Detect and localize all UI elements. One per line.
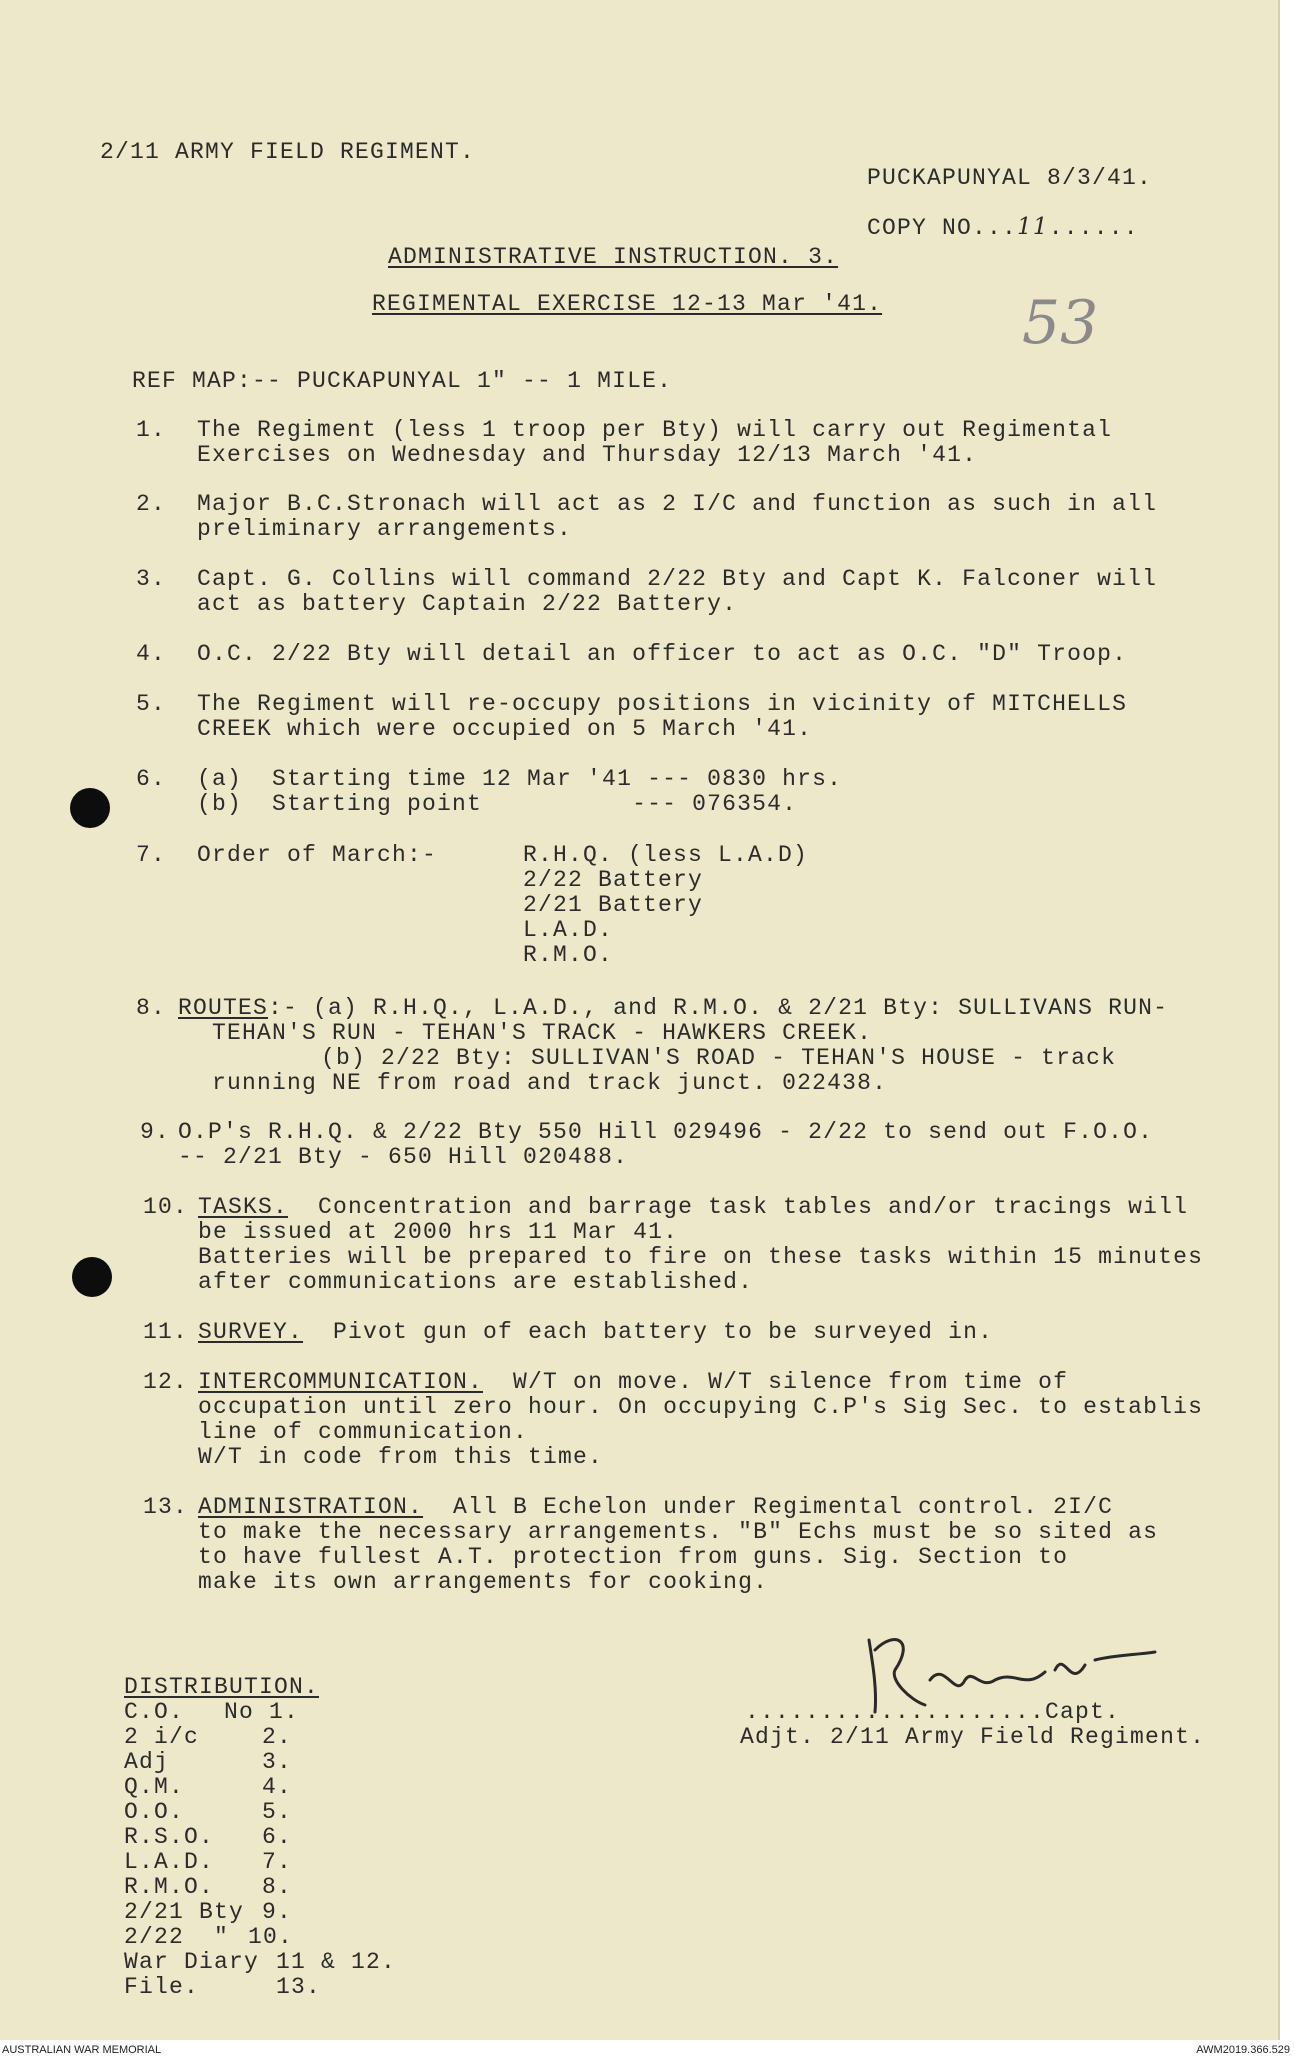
recipient: 2 i/c [124, 1724, 200, 1750]
copy-no: 6. [262, 1824, 293, 1850]
para-text: O.P's R.H.Q. & 2/22 Bty 550 Hill 029496 - 2/22 to send out F.O.O. [178, 1119, 1154, 1145]
tasks-line-1 [198, 1195, 1188, 1220]
para-number: 12. [143, 1369, 189, 1395]
distribution-heading: DISTRIBUTION. [124, 1674, 320, 1700]
para-text: Concentration and barrage task tables and/or tracings will [288, 1194, 1189, 1220]
para-text: All B Echelon under Regimental control. 2I/C [423, 1494, 1114, 1520]
recipient: O.O. [124, 1799, 185, 1825]
para-text: The Regiment (less 1 troop per Bty) will carry out Regimental [197, 417, 1113, 443]
recipient: 2/21 Bty [124, 1899, 245, 1925]
para-text: (b) Starting point --- 076354. [197, 791, 798, 817]
copy-no: 11 & 12. [276, 1949, 397, 1975]
copy-number-line [867, 215, 1139, 241]
para-number: 1. [136, 417, 167, 443]
para-number: 5. [136, 691, 167, 717]
para-number: 9. [140, 1119, 171, 1145]
para-text: Batteries will be prepared to fire on these tasks within 15 minutes [198, 1244, 1204, 1270]
recipient: R.S.O. [124, 1824, 215, 1850]
para-text: Capt. G. Collins will command 2/22 Bty and Capt K. Falconer will [197, 566, 1158, 592]
para-text: :- (a) R.H.Q., L.A.D., and R.M.O. & 2/21 Bty: SULLIVANS RUN- [268, 995, 1169, 1021]
para-text: preliminary arrangements. [197, 516, 573, 542]
copy-suffix: ...... [1048, 215, 1139, 241]
para-text: to make the necessary arrangements. "B" Echs must be so sited as [198, 1519, 1159, 1545]
punch-hole-bottom [72, 1257, 112, 1297]
recipient: War Diary [124, 1949, 260, 1975]
para-text: W/T in code from this time. [198, 1444, 604, 1470]
para-text: be issued at 2000 hrs 11 Mar 41. [198, 1219, 679, 1245]
copy-no: 9. [262, 1899, 293, 1925]
survey-heading: SURVEY. [198, 1319, 304, 1345]
copy-prefix: COPY NO... [867, 215, 1018, 241]
admin-heading: ADMINISTRATION. [198, 1494, 424, 1520]
para-number: 2. [136, 491, 167, 517]
para-text: Major B.C.Stronach will act as 2 I/C and function as such in all [197, 491, 1158, 517]
intercomm-heading: INTERCOMMUNICATION. [198, 1369, 484, 1395]
para-text: line of communication. [198, 1419, 529, 1445]
copy-number: 11 [1017, 214, 1049, 240]
order-of-march-label: Order of March:- [197, 842, 438, 868]
recipient: Adj [124, 1749, 170, 1775]
recipient: Q.M. [124, 1774, 185, 1800]
para-text: Pivot gun of each battery to be surveyed in. [303, 1319, 994, 1345]
para-text: (a) Starting time 12 Mar '41 --- 0830 hrs. [197, 766, 843, 792]
admin-line-1 [198, 1495, 1113, 1520]
punch-hole-top [70, 788, 110, 828]
routes-heading: ROUTES [178, 995, 269, 1021]
march-item: L.A.D. [523, 917, 614, 943]
copy-no: 10. [248, 1924, 294, 1950]
recipient: R.M.O. [124, 1874, 215, 1900]
routes-line-1 [178, 996, 1168, 1021]
para-text: Exercises on Wednesday and Thursday 12/13 March '41. [197, 442, 978, 468]
para-text: make its own arrangements for cooking. [198, 1569, 769, 1595]
survey-line [198, 1320, 993, 1345]
para-text: -- 2/21 Bty - 650 Hill 020488. [178, 1144, 629, 1170]
recipient: C.O. [124, 1699, 185, 1725]
footer-right-label: AWM2019.366.529 [1196, 2044, 1290, 2056]
para-number: 3. [136, 566, 167, 592]
unit-heading: 2/11 ARMY FIELD REGIMENT. [100, 139, 476, 165]
para-text: to have fullest A.T. protection from guns. Sig. Section to [198, 1544, 1069, 1570]
para-text: O.C. 2/22 Bty will detail an officer to act as O.C. "D" Troop. [197, 641, 1128, 667]
para-number: 4. [136, 641, 167, 667]
march-item: 2/21 Battery [523, 892, 704, 918]
recipient: File. [124, 1974, 200, 2000]
document-title: ADMINISTRATIVE INSTRUCTION. 3. [388, 244, 839, 270]
copy-no: 8. [262, 1874, 293, 1900]
para-number: 11. [143, 1319, 189, 1345]
para-text: running NE from road and track junct. 022438. [212, 1070, 888, 1096]
para-text: after communications are established. [198, 1269, 754, 1295]
copy-no: 13. [276, 1974, 322, 2000]
para-text: (b) 2/22 Bty: SULLIVAN'S ROAD - TEHAN'S HOUSE - track [321, 1045, 1117, 1071]
para-number: 7. [136, 842, 167, 868]
signature-title: Adjt. 2/11 Army Field Regiment. [740, 1724, 1206, 1750]
footer-left-label: AUSTRALIAN WAR MEMORIAL [2, 2044, 162, 2056]
para-text: TEHAN'S RUN - TEHAN'S TRACK - HAWKERS CREEK. [212, 1020, 873, 1046]
tasks-heading: TASKS. [198, 1194, 289, 1220]
para-text: occupation until zero hour. On occupying C.P's Sig Sec. to establis [198, 1394, 1204, 1420]
document-subtitle: REGIMENTAL EXERCISE 12-13 Mar '41. [372, 291, 883, 317]
para-text: act as battery Captain 2/22 Battery. [197, 591, 738, 617]
para-number: 13. [143, 1494, 189, 1520]
recipient: L.A.D. [124, 1849, 215, 1875]
para-number: 8. [136, 995, 167, 1021]
para-number: 6. [136, 766, 167, 792]
march-item: 2/22 Battery [523, 867, 704, 893]
ref-map: REF MAP:-- PUCKAPUNYAL 1" -- 1 MILE. [132, 368, 673, 394]
copy-no: 2. [262, 1724, 293, 1750]
copy-no: 4. [262, 1774, 293, 1800]
copy-no: No 1. [224, 1699, 300, 1725]
para-number: 10. [143, 1194, 189, 1220]
signature-capt-line: ....................Capt. [745, 1699, 1121, 1725]
archive-footer [0, 2040, 1294, 2061]
intercomm-line-1 [198, 1370, 1068, 1395]
recipient: 2/22 " [124, 1924, 230, 1950]
distribution-row [124, 1700, 184, 1725]
para-text: CREEK which were occupied on 5 March '41. [197, 716, 813, 742]
para-text: W/T on move. W/T silence from time of [483, 1369, 1069, 1395]
copy-no: 5. [262, 1799, 293, 1825]
handwritten-folio: 53 [1022, 288, 1099, 358]
march-item: R.M.O. [523, 942, 614, 968]
copy-no: 7. [262, 1849, 293, 1875]
para-text: The Regiment will re-occupy positions in vicinity of MITCHELLS [197, 691, 1128, 717]
march-item: R.H.Q. (less L.A.D) [523, 842, 809, 868]
place-date: PUCKAPUNYAL 8/3/41. [867, 165, 1153, 191]
copy-no: 3. [262, 1749, 293, 1775]
